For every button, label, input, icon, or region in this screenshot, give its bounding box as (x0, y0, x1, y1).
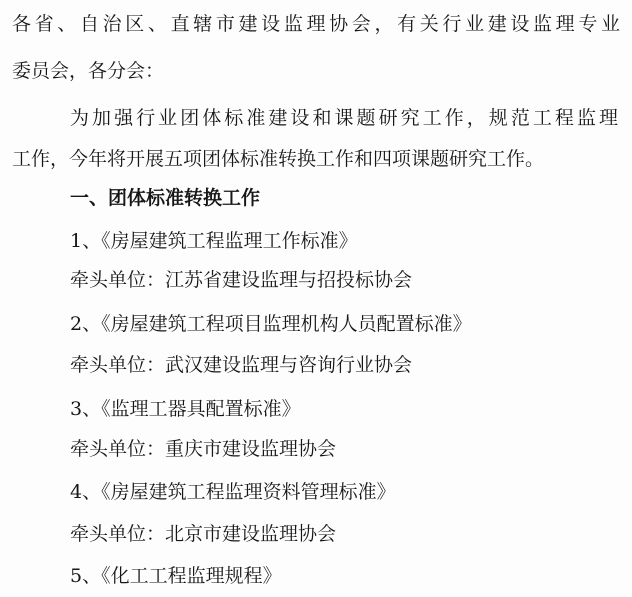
item-lead-unit: 牵头单位：北京市建设监理协会 (70, 523, 337, 545)
addressee-line-2: 委员会，各分会： (12, 60, 165, 82)
item-lead-unit: 牵头单位：江苏省建设监理与招投标协会 (70, 269, 413, 291)
addressee-line-1: 各省、自治区、直辖市建设监理协会，有关行业建设监理专业 (12, 13, 620, 35)
item-title: 5、《化工工程监理规程》 (70, 565, 282, 587)
item-lead-unit: 牵头单位：重庆市建设监理协会 (70, 438, 337, 460)
item-title: 4、《房屋建筑工程监理资料管理标准》 (70, 481, 396, 503)
item-title: 2、《房屋建筑工程项目监理机构人员配置标准》 (70, 313, 472, 335)
intro-line-1: 为加强行业团体标准建设和课题研究工作，规范工程监理 (70, 107, 618, 129)
item-title: 1、《房屋建筑工程监理工作标准》 (70, 230, 358, 252)
item-lead-unit: 牵头单位：武汉建设监理与咨询行业协会 (70, 354, 413, 376)
section-heading: 一、团体标准转换工作 (70, 187, 261, 209)
intro-line-2: 工作，今年将开展五项团体标准转换工作和四项课题研究工作。 (12, 148, 545, 170)
item-title: 3、《监理工器具配置标准》 (70, 398, 301, 420)
